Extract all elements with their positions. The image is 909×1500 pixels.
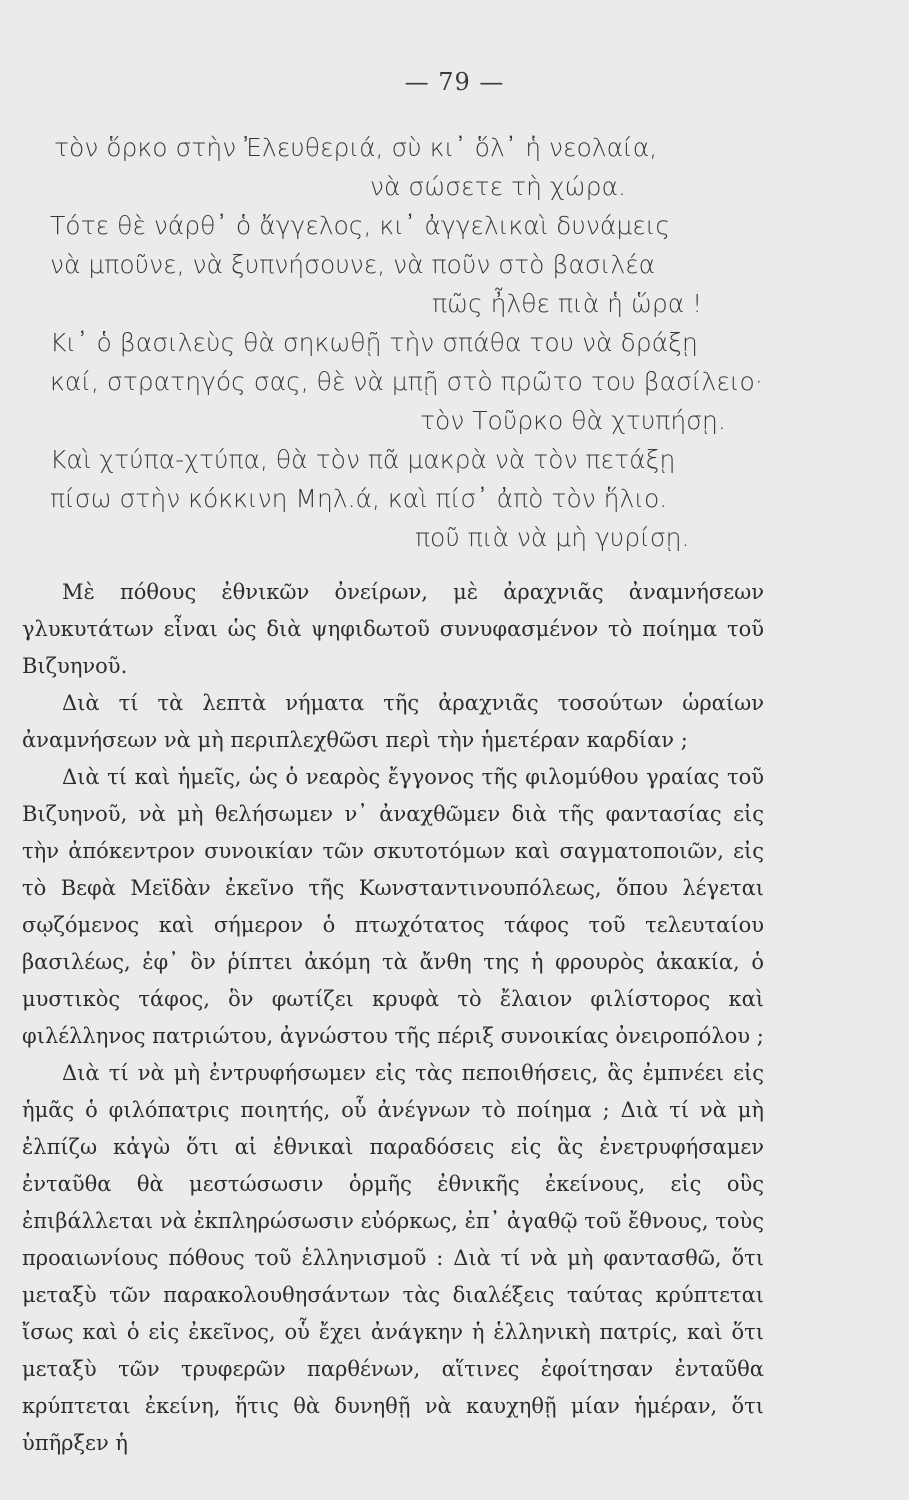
poem-line: Καὶ χτύπα-χτύπα, θὰ τὸν πᾶ μακρὰ νὰ τὸν πετάξῃ — [50, 445, 676, 474]
poem-line: νὰ μποῦνε, νὰ ξυπνήσουνε, νὰ ποῦν στὸ βασιλέα — [50, 250, 656, 279]
paragraph: Μὲ πόθους ἐθνικῶν ὀνείρων, μὲ ἀραχνιᾶς ἀναμνήσεων γλυκυτάτων εἶναι ὡς διὰ ψηφιδωτοῦ συνυφασμένον τὸ ποίημα τοῦ Βιζυηνοῦ. — [22, 580, 764, 678]
paragraph: Διὰ τί καὶ ἡμεῖς, ὡς ὁ νεαρὸς ἔγγονος τῆς φιλομύθου γραίας τοῦ Βιζυηνοῦ, νὰ μὴ θελήσωμεν ν᾽ ἀναχθῶμεν διὰ τῆς φαντασίας εἰς τὴν ἀπόκεντρον συνοικίαν τῶν σκυτοτόμων καὶ σαγματοποιῶν, εἰς τὸ Βεφὰ Μεϊδὰν ἐκεῖνο τῆς Κωνσταντινουπόλεως, ὅπου λέγεται σῳζόμενος καὶ σήμερον ὁ πτωχότατος τάφος τοῦ τελευταίου βασιλέως, ἐφ᾽ ὃν ῥίπτει ἀκόμη τὰ ἄνθη της ἡ φρουρὸς ἀκακία, ὁ μυστικὸς τάφος, ὃν φωτίζει κρυφὰ τὸ ἔλαιον φιλίστορος καὶ φιλέλληνος πατριώτου, ἀγνώστου τῆς πέριξ συνοικίας ὀνειροπόλου ; — [22, 765, 764, 1048]
poem-line: Κι᾽ ὁ βασιλεὺς θὰ σηκωθῇ τὴν σπάθα του νὰ δράξῃ — [50, 328, 698, 357]
poem-stanza — [40, 128, 780, 557]
poem-line: Τότε θὲ νάρθ᾽ ὁ ἄγγελος, κι᾽ ἀγγελικαὶ δυνάμεις — [50, 211, 671, 240]
poem-line: ποῦ πιὰ νὰ μὴ γυρίσῃ. — [415, 523, 690, 552]
paragraph: Διὰ τί τὰ λεπτὰ νήματα τῆς ἀραχνιᾶς τοσούτων ὡραίων ἀναμνήσεων νὰ μὴ περιπλεχθῶσι περὶ τὴν ἡμετέραν καρδίαν ; — [22, 691, 764, 752]
prose-body — [22, 574, 764, 1462]
poem-line: τὸν ὅρκο στὴν Ἐλευθεριά, σὺ κι᾽ ὅλ᾽ ἡ νεολαία, — [54, 133, 658, 162]
poem-line: τὸν Τοῦρκο θὰ χτυπήσῃ. — [420, 406, 726, 435]
poem-line: καί, στρατηγός σας, θὲ νὰ μπῇ στὸ πρῶτο του βασίλειο· — [50, 367, 763, 396]
page-number: — 79 — — [404, 68, 505, 96]
poem-line: πίσω στὴν κόκκινη Μηλ.ά, καὶ πίσ᾽ ἀπὸ τὸν ἥλιο. — [50, 484, 668, 513]
poem-line: νὰ σώσετε τὴ χώρα. — [370, 172, 626, 201]
poem-line: πῶς ἦλθε πιὰ ἡ ὥρα ! — [432, 289, 703, 318]
paragraph: Διὰ τί νὰ μὴ ἐντρυφήσωμεν εἰς τὰς πεποιθήσεις, ἃς ἐμπνέει εἰς ἡμᾶς ὁ φιλόπατρις ποιητής, οὗ ἀνέγνων τὸ ποίημα ; Διὰ τί νὰ μὴ ἐλπίζω κἀγὼ ὅτι αἱ ἐθνικαὶ παραδόσεις εἰς ἃς ἐνετρυφήσαμεν ἐνταῦθα θὰ μεστώσωσιν ὁρμῆς ἐθνικῆς ἐκείνους, εἰς οὓς ἐπιβάλλεται νὰ ἐκπληρώσωσιν εὐόρκως, ἐπ᾽ ἀγαθῷ τοῦ ἔθνους, τοὺς προαιωνίους πόθους τοῦ ἑλληνισμοῦ : Διὰ τί νὰ μὴ φαντασθῶ, ὅτι μεταξὺ τῶν παρακολουθησάντων τὰς διαλέξεις ταύτας κρύπτεται ἴσως καὶ ὁ εἰς ἐκεῖνος, οὗ ἔχει ἀνάγκην ἡ ἑλληνικὴ πατρίς, καὶ ὅτι μεταξὺ τῶν τρυφερῶν παρθένων, αἵτινες ἐφοίτησαν ἐνταῦθα κρύπτεται ἐκείνη, ἥτις θὰ δυνηθῇ νὰ καυχηθῇ μίαν ἡμέραν, ὅτι ὑπῆρξεν ἡ — [22, 1061, 764, 1455]
